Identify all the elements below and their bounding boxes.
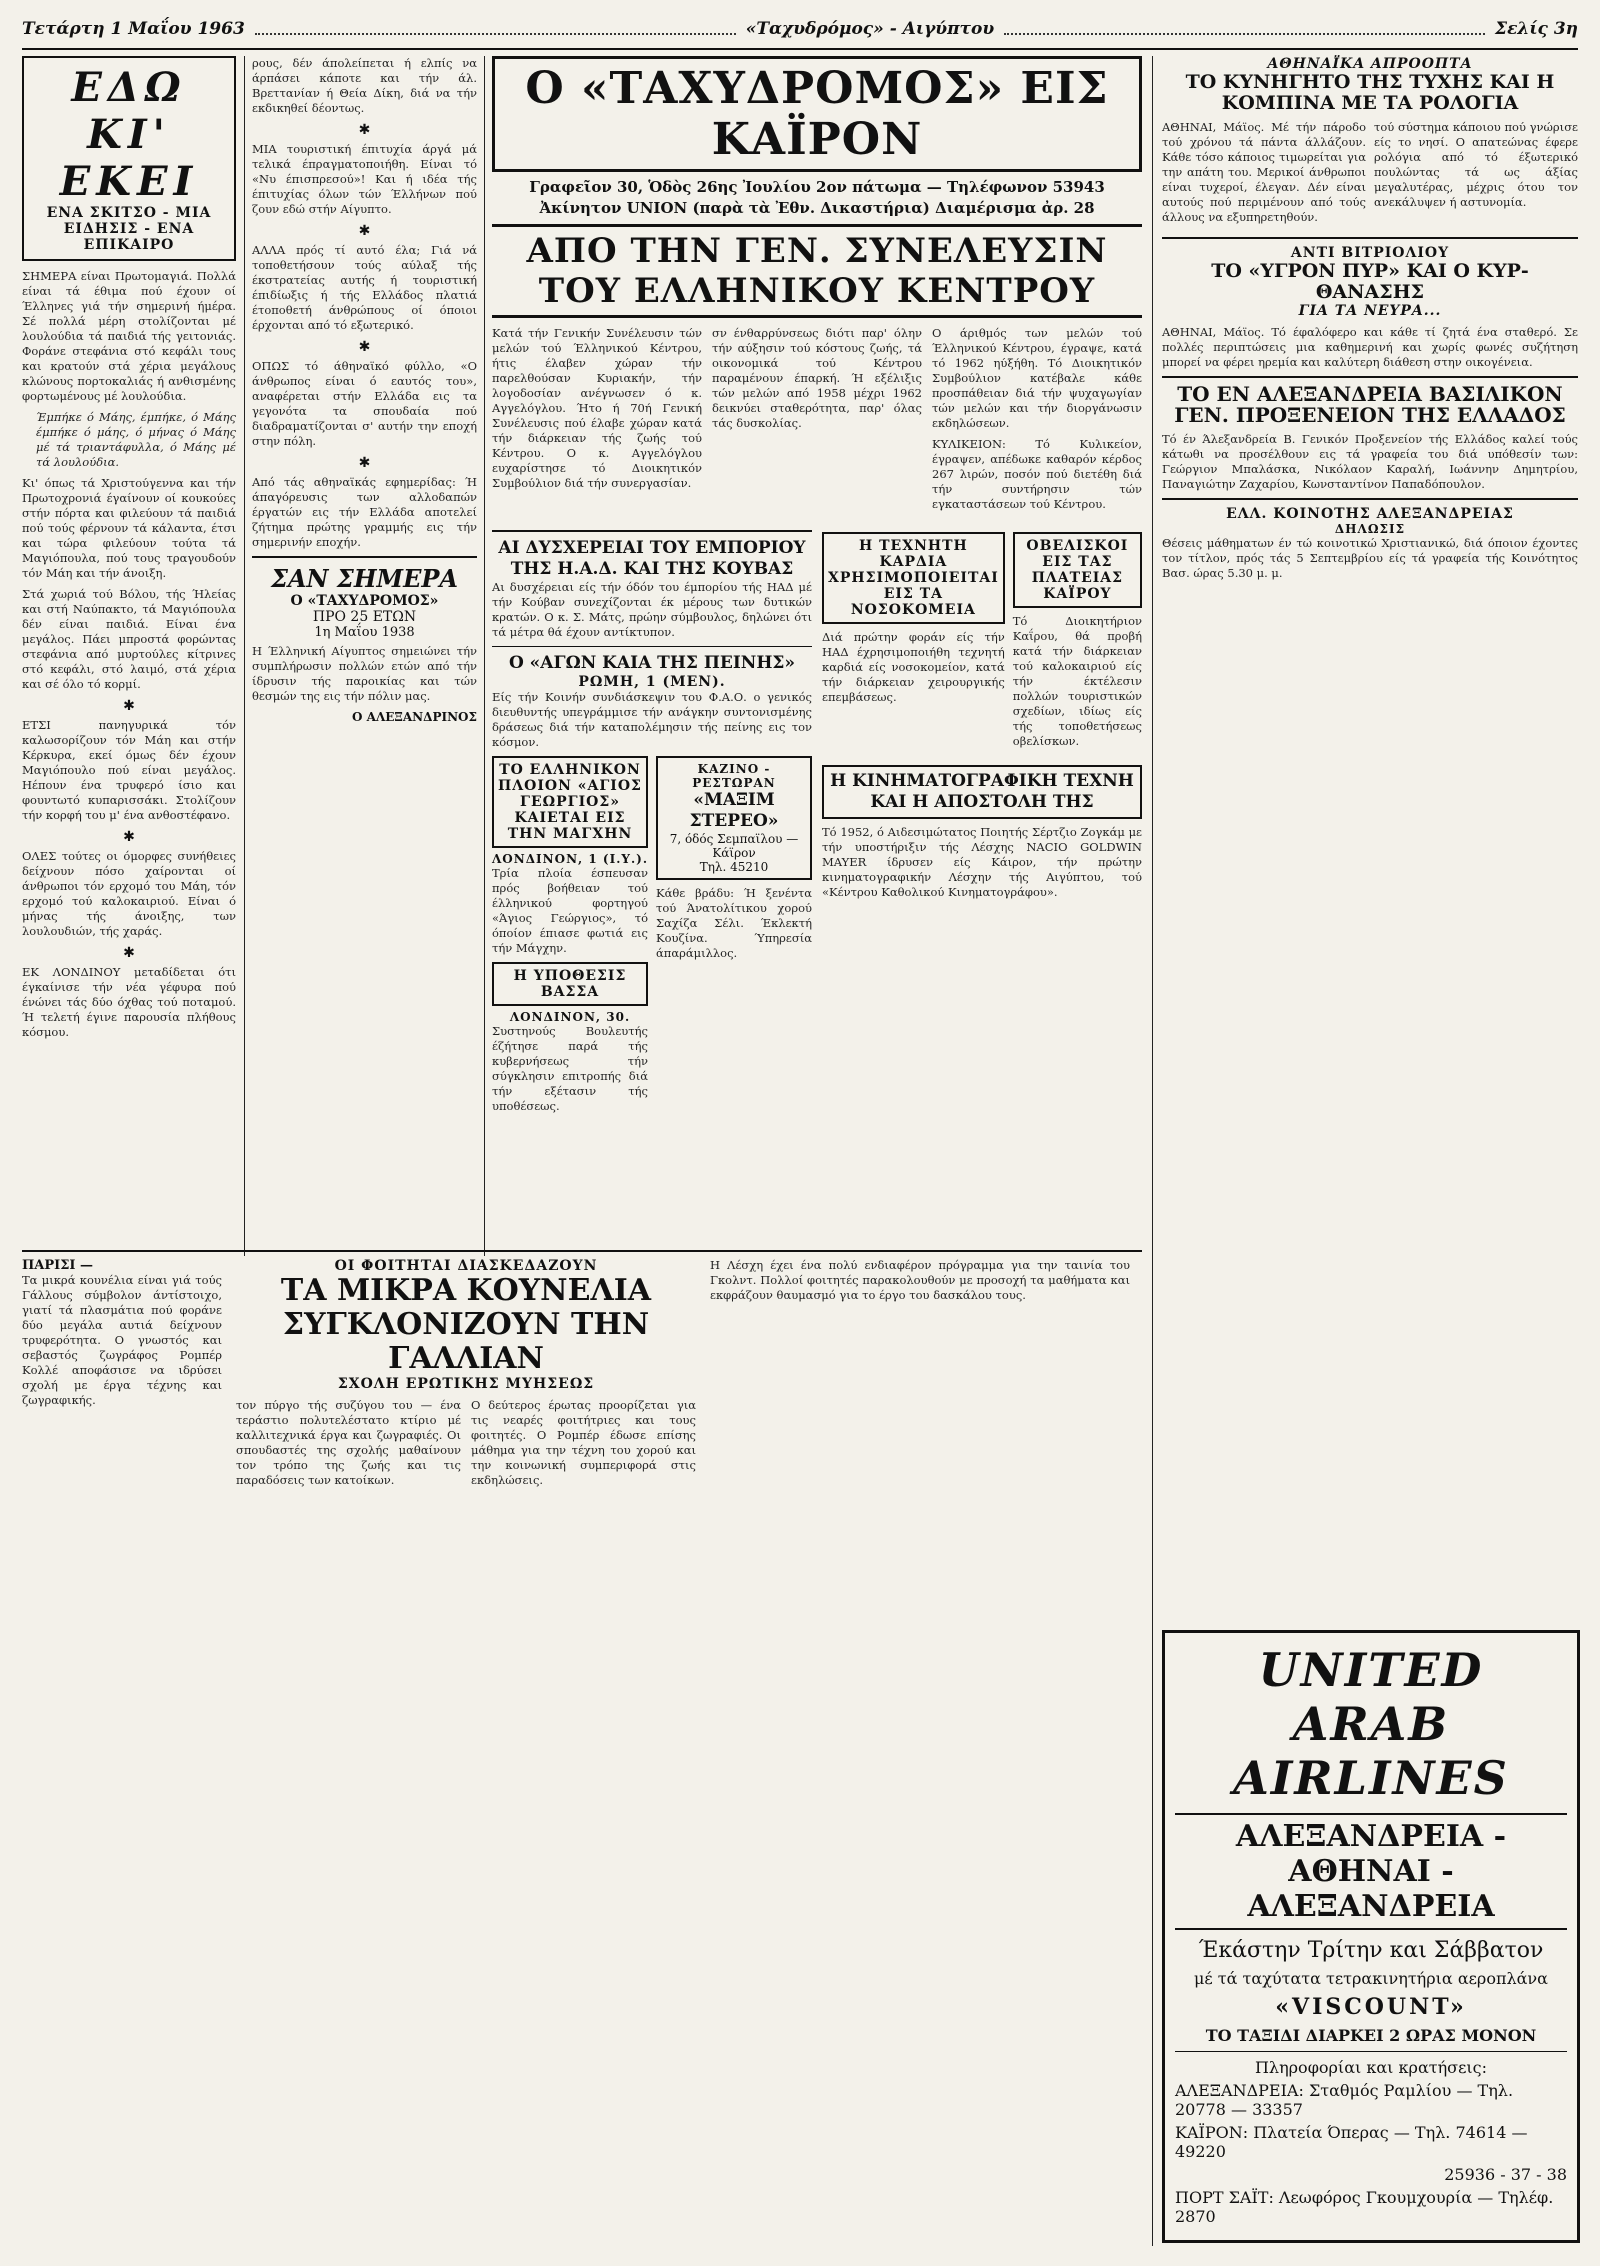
cinema-box: Η ΚΙΝΗΜΑΤΟΓΡΑΦΙΚΗ ΤΕΧΝΗ ΚΑΙ Η ΑΠΟΣΤΟΛΗ ΤΗΣ (822, 765, 1142, 819)
separator-star: ✱ (123, 698, 135, 714)
heart-box: Η ΤΕΧΝΗΤΗ ΚΑΡΔΙΑ ΧΡΗΣΙΜΟΠΟΙΕΙΤΑΙ ΕΙΣ ΤΑ ΝΟΣΟΚΟΜΕΙΑ (822, 532, 1005, 624)
bassa-box: Η ΥΠΟΘΕΣΙΣ ΒΑΣΣΑ (492, 962, 648, 1006)
col1-paragraph: Κι' όπως τά Χριστούγεννα και τήν Πρωτοχρονιά έγαίνουν οί κουκούες στήν πόρτα και φιλεύουν τά παιδιά πού τούς φέρνουν τά κάλαντα, έτσι και τώρα φιλεύουν τούτα τά Μαγιόπουλα, πού τους τραγουδούν τόν Μάη και τήν άνοιξη. (22, 476, 236, 580)
address-line-2: Ἀκίνητον UNION (παρὰ τὰ Ἐθν. Δικαστήρια) Διαμέρισμα ἀρ. 28 (539, 199, 1095, 217)
ad-brand: UNITED ARAB AIRLINES (1233, 1643, 1509, 1805)
vitriol-headline: ΤΟ «ΥΓΡΟΝ ΠΥΡ» ΚΑΙ Ο ΚΥΡ-ΘΑΝΑΣΗΣ (1211, 260, 1529, 303)
col1-poem: Έμπήκε ό Μάης, έμπήκε, ό Μάης έμπήκε ό μάης, ό μήνας ό Μάης μέ τά τριαντάφυλλα, ό Μάης μέ τά λουλούδια. (36, 410, 236, 469)
paper-name: «Ταχυδρόμος» - Αιγύπτου (745, 19, 995, 39)
col1-paragraph: ΣΗΜΕΡΑ είναι Πρωτομαγιά. Πολλά είναι τά έθιμα πού έχουν οί Έλληνες γιά τήν σημερινή ήμέρα. Σέ πολλά μέρη στολίζονται μέ λουλούδια τά παιδιά τής γειτονιάς. Φοράνε στεφάνια στό κεφάλι τους και κρατούν στά χέρια μεγάλους κλώνους πορτοκαλιάς ή ανθισμένης φορτωμένους μέ λουλούδια. (22, 269, 236, 403)
col2-paragraph: Από τάς αθηναϊκάς εφημερίδας: Ή άπαγόρευσις των αλλοδαπών έργατών εις τήν Ελλάδα αποτελεί ζήτημα πρώτης γραμμής εις τήν σημερινήν εποχήν. (252, 475, 477, 549)
col2-paragraph: ΟΠΩΣ τό άθηναϊκό φύλλο, «Ο άνθρωπος είναι ό εαυτός του», αναφέρεται στήν Ελλάδα εις τα γεγονότα τα σπουδαία πού διαδραματίζονται σ' αυτήν την εποχή στην πόλη. (252, 359, 477, 448)
ship-box: ΤΟ ΕΛΛΗΝΙΚΟΝ ΠΛΟΙΟΝ «ΑΓΙΟΣ ΓΕΩΡΓΙΟΣ» ΚΑΙΕΤΑΙ ΕΙΣ ΤΗΝ ΜΑΓΧΗΝ (492, 756, 648, 848)
trial-text: Είς τήν Κοινήν συνδιάσκεψιν του Φ.Α.Ο. ο γενικός διευθυντής υπεγράμμισε τήν ανάγκην συντονισμένης δράσεως διά τήν καταπολέμησιν τής πείνης εις τον κόσμον. (492, 690, 812, 749)
col2-paragraph: ρους, δέν άπολείπεται ή ελπίς να άρπάσει κάποτε και τήν άλ. Βρεττανίαν ή Θεία Δίκη, διά να τήν εκδικηθεί δέοντως. (252, 56, 477, 115)
col2-paragraph: ΑΛΛΑ πρός τί αυτό έλα; Γιά νά τοποθετήσουν τούς αύλαξ τής έκστρατείας αυτής ή τουριστική έπιδίωξις ή τής Ελλάδος πλατιά έτοποθετή άνθρώπους οί όποιοι έρχονται από τό εξωτερικό. (252, 243, 477, 332)
edo-kiekei-box (22, 56, 236, 261)
main-headline: ΑΠΟ ΤΗΝ ΓΕΝ. ΣΥΝΕΛΕΥΣΙΝ ΤΟΥ ΕΛΛΗΝΙΚΟΥ ΚΕΝΤΡΟΥ (492, 224, 1142, 318)
anniversary-box: ΣΑΝ ΣΗΜΕΡΑ Ο «ΤΑΧΥΔΡΟΜΟΣ» ΠΡΟ 25 ΕΤΩΝ 1η Μαΐου 1938 (252, 564, 477, 640)
col2-paragraph: ΜΙΑ τουριστική έπιτυχία άργά μά τελικά έπραγματοποιήθη. Είναι τό «Νυ έπισπρεσού»! Και ή ιδέα τής έπιτυχίας όλων τών Έλλήνων πού ζουν εδώ στήν Αίγυπτο. (252, 142, 477, 216)
col1-paragraph: ΟΛΕΣ τούτες οι όμορφες συνήθειες δείχνουν πόσο χαίρονται οί άνθρωποι τόν ερχομό του Μάη, τόν ερχομό τού καλοκαιριού. Είναι ό μήνας τής άνοιξης, των λουλουδιών, τής χαράς. (22, 849, 236, 938)
separator-star: ✱ (123, 829, 135, 845)
right-column: ΑΘΗΝΑΪΚΑ ΑΠΡΟΟΠΤΑ ΤΟ ΚΥΝΗΓΗΤΟ ΤΗΣ ΤΥΧΗΣ ΚΑΙ Η ΚΟΜΠΙΝΑ ΜΕ ΤΑ ΡΟΛΟΓΙΑ ΑΘΗΝΑΙ, Μάϊος. Μέ τήν πάροδο τού χρόνου τά πάντα άλλάζουν. Κάθε τόσο κάποιος τιμωρείται για την απάτη του. Μερικοί άνθρωποι είναι τυχεροί, έλεγαν. Δέν είναι αυτούς πού περιμένουν από τούς άλλους να εξυπηρετηθούν. τού σύστημα κάποιου πού γνώρισε είς το νησί. Ο απατεώνας έφερε ρολόγια από τό έξωτερικό πουλώντας τά ως άξίας μεγαλυτέρας, μέχρις ότου τον ανεκάλυψεν ή αστυνομία. ΑΝΤΙ ΒΙΤΡΙΟΛΙΟΥ ΤΟ «ΥΓΡΟΝ ΠΥΡ» ΚΑΙ Ο ΚΥΡ-ΘΑΝΑΣΗΣ ΓΙΑ ΤΑ ΝΕΥΡΑ... ΑΘΗΝΑΙ, Μάϊος. Τό έφαλόφερο και κάθε τί ζητά ένα σταθερό. Σε πολλές περιπτώσεις μια καθημερινή και χωρίς φωνές συζήτηση μπορεί να φέρει ηρεμία και καλύτερη διάθεση στην οικογένεια. ΤΟ ΕΝ ΑΛΕΞΑΝΔΡΕΙΑ ΒΑΣΙΛΙΚΟΝ ΓΕΝ. ΠΡΟΞΕΝΕΙΟΝ ΤΗΣ ΕΛΛΑΔΟΣ Τό έν Άλεξανδρεία Β. Γενικόν Προξενείον τής Ελλάδος καλεί τούς κάτωθι να προσέλθουν εις τά γραφεία του διά υπόθεσίν των: Γεώργιον Μπαλάσκα, Νικόλαον Καραλή, Ιωάννην Δημητρίου, Παναγιώτην Ζαχαρίου, Κωνσταντίνον Παπαδόπουλον. ΕΛΛ. ΚΟΙΝΟΤΗΣ ΑΛΕΞΑΝΔΡΕΙΑΣ ΔΗΛΩΣΙΣ Θέσεις μάθηματων έν τώ κοινοτικώ Χριστιανικώ, διά όποιον έχοντες τον τίτλον, πρός τάς 5 Σεπτεμβρίου είς τά γραφεία τής Κοινότητος Βασ. ώρας 5.30 μ. μ. (1162, 56, 1578, 580)
airline-ad[interactable]: UNITED ARAB AIRLINES ΑΛΕΞΑΝΔΡΕΙΑ - ΑΘΗΝΑΙ - ΑΛΕΞΑΝΔΡΕΙΑ Έκάστην Τρίτην και Σάββατον μέ τά ταχύτατα τετρακινητήρια αεροπλάνα «VISCOUNT» ΤΟ ΤΑΞΙΔΙ ΔΙΑΡΚΕΙ 2 ΩΡΑΣ ΜΟΝΟΝ Πληροφορίαι και κρατήσεις: ΑΛΕΞΑΝΔΡΕΙΑ: Σταθμός Ραμλίου — Τηλ. 20778 — 33357 ΚΑΪΡΟΝ: Πλατεία Όπερας — Τηλ. 74614 — 49220 25936 - 37 - 38 ΠΟΡΤ ΣΑΪΤ: Λεωφόρος Γκουμχουρία — Τηλέφ. 2870 (1162, 1630, 1580, 2243)
main-col: σν ένθαρρύνσεως διότι παρ' όλην τήν αύξησιν τού κόστους ζωής, τά οικονομικά τού Κέντρου παραμένουν έπαρκή. Ή εξέλιξις τών μελών από 1958 μέχρι 1962 δεικνύει σταθερότητα, παρ' όλας τάς δυσκολίας. (712, 326, 922, 430)
ad-route: ΑΛΕΞΑΝΔΡΕΙΑ - ΑΘΗΝΑΙ - ΑΛΕΞΑΝΔΡΕΙΑ (1175, 1813, 1567, 1930)
col1-paragraph: ΕΚ ΛΟΝΔΙΝΟΥ μεταδίδεται ότι έγκαίνισε τήν νέα γέφυρα πού ένώνει τάς δύο όχθας τού ποταμού. Ή τελετή έγινε παρουσία πλήθους κόσμου. (22, 965, 236, 1039)
anniversary-text: Η Έλληνική Αίγυπτος σημειώνει τήν συμπλήρωσιν πολλών ετών από τήν ίδρυσιν τής παροικίας και τών θεσμών της εις τήν πόλιν μας. (252, 644, 477, 703)
address-line-1: Γραφεῖον 30, Ὁδὸς 26ης Ἰουλίου 2ον πάτωμα — Τηλέφωνον 53943 (529, 178, 1105, 196)
trial-headline: Ο «ΑΓΩΝ ΚΑΙΑ ΤΗΣ ΠΕΙΝΗΣ» (508, 653, 796, 673)
anniversary-title: ΣΑΝ ΣΗΜΕΡΑ (270, 564, 459, 593)
newspaper-page (22, 10, 1578, 2250)
page-number: Σελίς 3η (1495, 19, 1579, 39)
edo-kiekei-title: ΕΔΩ ΚΙ' ΕΚΕΙ (59, 64, 199, 205)
main-article (492, 326, 1142, 518)
page-header (22, 10, 1578, 50)
consulate-headline: ΤΟ ΕΝ ΑΛΕΞΑΝΔΡΕΙΑ ΒΑΣΙΛΙΚΟΝ ΓΕΝ. ΠΡΟΞΕΝΕΙΟΝ ΤΗΣ ΕΛΛΑΔΟΣ (1174, 382, 1566, 427)
separator-star: ✱ (123, 945, 135, 961)
main-col: ΚΥΛΙΚΕΙΟΝ: Τό Κυλικείον, έγραψεν, απέδωκε καθαρόν κέρδος 267 λιρών, ποσόν πού διετέθη διά τήν συντήρησιν τών εγκαταστάσεων τού Κέντρου. (932, 437, 1142, 511)
edo-kiekei-subtitle: ΕΝΑ ΣΚΙΤΣΟ - ΜΙΑ ΕΙΔΗΣΙΣ - ΕΝΑ ΕΠΙΚΑΙΡΟ (46, 205, 212, 253)
right-headline: ΤΟ ΚΥΝΗΓΗΤΟ ΤΗΣ ΤΥΧΗΣ ΚΑΙ Η ΚΟΜΠΙΝΑ ΜΕ ΤΑ ΡΟΛΟΓΙΑ (1185, 71, 1555, 114)
main-col: Ο άριθμός των μελών τού Έλληνικού Κέντρου, έγραψε, κατά τό 1962 ηύξήθη. Τό Διοικητικόν Συμβούλιον κατέβαλε κάθε προσπάθειαν διά τήν ψυχαγωγίαν τών μελών και τήν διοργάνωσιν εκδηλώσεων. (932, 326, 1142, 430)
obelisks-box: ΟΒΕΛΙΣΚΟΙ ΕΙΣ ΤΑΣ ΠΛΑΤΕΙΑΣ ΚΑΪΡΟΥ (1013, 532, 1142, 608)
paris-article: ΠΑΡΙΣΙ — Τα μικρά κουνέλια είναι γιά τούς Γάλλους σύμβολον άντίστοιχο, γιατί τά πλασμάτια πού φοράνε δύο μεγάλα αυτιά δείχνουν τρυφερότητα. Ο γνωστός και σεβαστός ζωγράφος Ρομπέρ Κολλέ αποφάσισε να ιδρύσει σχολή με έργα τέχνης και ζωγραφικής. ΟΙ ΦΟΙΤΗΤΑΙ ΔΙΑΣΚΕΔΑΖΟΥΝ ΤΑ ΜΙΚΡΑ ΚΟΥΝΕΛΙΑ ΣΥΓΚΛΟΝΙΖΟΥΝ ΤΗΝ ΓΑΛΛΙΑΝ ΣΧΟΛΗ ΕΡΩΤΙΚΗΣ ΜΥΗΣΕΩΣ τον πύργο τής συζύγου του — ένα τεράστιο πολυτελέστατο κτίριο μέ καλλιτεχνικά έργα και ζωγραφιές. Οι σπουδαστές της σχολής μαθαίνουν τον τρόπο της ζωής και τις παραδόσεις των κατοίκων. Ο δεύτερος έρωτας προορίζεται για τις νεαρές φοιτήτριες και τους φοιτητές. Ο Ρομπέρ έδωσε επίσης μάθημα για την τέχνη του χορού και την κοινωνική συμπεριφορά στις εκδηλώσεις. Η Λέσχη έχει ένα πολύ ενδιαφέρον πρόγραμμα για την ταινία του Γκολντ. Πολλοί φοιτητές παρακολουθούν με προσοχή τα μαθήματα και εκφράζουν θαυμασμό για το έργο του δασκάλου τους. (22, 1250, 1142, 1494)
column-1 (22, 56, 236, 1046)
banner-title: Ο «ΤΑΧΥΔΡΟΜΟΣ» ΕΙΣ ΚΑΪΡΟΝ (492, 56, 1142, 172)
col1-paragraph: Στά χωριά τού Βόλου, τής Ήλείας και στή Ναύπακτο, τά Μαγιόπουλα δέν είναι παιδιά. Είναι ένα μεγάλος. Πάει μπροστά φορώντας στεφάνια από μυρτούλες κίτρινες στό κεφάλι, στό λαιμό, στά χέρια και σέ όλο τό κορμί. (22, 587, 236, 691)
paris-headline: ΤΑ ΜΙΚΡΑ ΚΟΥΝΕΛΙΑ ΣΥΓΚΛΟΝΙΖΟΥΝ ΤΗΝ ΓΑΛΛΙΑΝ (280, 1273, 652, 1376)
usa-headline: ΑΙ ΔΥΣΧΕΡΕΙΑΙ ΤΟΥ ΕΜΠΟΡΙΟΥ ΤΗΣ Η.Α.Δ. ΚΑΙ ΤΗΣ ΚΟΥΒΑΣ (498, 538, 806, 579)
col1-paragraph: ΕΤΣΙ πανηγυρικά τόν καλωσορίζουν τόν Μάη και στήν Κέρκυρα, εκεί όμως δέν έχουν Μαγιόπουλο πού είναι μεγάλος. Ηέπουν ένα τρυφερό ίσιο και φουντωτό κυπαρισσάκι. Στολίζουν τήν κορφή του μ' ένα ανθοστέφανο. (22, 718, 236, 822)
issue-date: Τετάρτη 1 Μαΐου 1963 (22, 19, 245, 39)
casino-box: ΚΑΖΙΝΟ - ΡΕΣΤΩΡΑΝ «ΜΑΞΙΜ ΣΤΕΡΕΟ» 7, όδός Σεμπαϊλου — Κάϊρον Τηλ. 45210 (656, 756, 812, 880)
column-2: ρους, δέν άπολείπεται ή ελπίς να άρπάσει κάποτε και τήν άλ. Βρεττανίαν ή Θεία Δίκη, διά να τήν εκδικηθεί δέοντως. ✱ ΜΙΑ τουριστική έπιτυχία άργά μά τελικά έπραγματοποιήθη. Είναι τό «Νυ έπισπρεσού»! Και ή ιδέα τής έπιτυχίας όλων τών Έλλήνων πού ζουν εδώ στήν Αίγυπτο. ✱ ΑΛΛΑ πρός τί αυτό έλα; Γιά νά τοποθετήσουν τούς αύλαξ τής έκστρατείας αυτής ή τουριστική έπιδίωξις ή τής Ελλάδος πλατιά έτοποθετή άνθρώπους οί όποιοι έρχονται από τό εξωτερικό. ✱ ΟΠΩΣ τό άθηναϊκό φύλλο, «Ο άνθρωπος είναι ό εαυτός του», αναφέρεται στήν Ελλάδα εις τα γεγονότα τα σπουδαία πού διαδραματίζονται σ' αυτήν την εποχή στην πόλη. ✱ Από τάς αθηναϊκάς εφημερίδας: Ή άπαγόρευσις των αλλοδαπών έργατών εις τήν Ελλάδα αποτελεί ζήτημα πρώτης γραμμής εις τήν σημερινήν εποχήν. ΣΑΝ ΣΗΜΕΡΑ Ο «ΤΑΧΥΔΡΟΜΟΣ» ΠΡΟ 25 ΕΤΩΝ 1η Μαΐου 1938 Η Έλληνική Αίγυπτος σημειώνει τήν συμπλήρωσιν πολλών ετών από τήν ίδρυσιν τής παροικίας και τών θεσμών της εις τήν πόλιν μας. Ο ΑΛΕΞΑΝΔΡΙΝΟΣ (252, 56, 477, 724)
usa-text: Αι δυσχέρειαι είς τήν όδόν του έμπορίου τής ΗΑΔ μέ τήν Κούβαν συνεχίζονται έκ μέρους των δυτικών κρατών. Ο κ. Σ. Μάτς, πρώην σύμβουλος, δηλώνει ότι τά μέτρα θά έχουν αντίκτυπον. (492, 580, 812, 639)
main-col: Κατά τήν Γενικήν Συνέλευσιν τών μελών τού Έλληνικού Κέντρου, ήτις έλαβεν χώραν τήν παρελθούσαν Κυριακήν, τήν λογοδοσίαν ανέγνωσεν ό κ. Αγγελόγλου. Ήτο ή 70ή Γενική Συνέλευσις πού έλαβε χώραν κατά τήν διάρκειαν τής ζωής τού Κέντρου. Ο κ. Αγγελόγλου ευχαρίστησε τό Διοικητικόν Συμβούλιον διά τήν συνεργασίαν. (492, 326, 702, 490)
center-block: Ο «ΤΑΧΥΔΡΟΜΟΣ» ΕΙΣ ΚΑΪΡΟΝ Γραφεῖον 30, Ὁδὸς 26ης Ἰουλίου 2ον πάτωμα — Τηλέφωνον 53943 Ἀκίνητον UNION (παρὰ τὰ Ἐθν. Δικαστήρια) Διαμέρισμα ἀρ. 28 ΑΠΟ ΤΗΝ ΓΕΝ. ΣΥΝΕΛΕΥΣΙΝ ΤΟΥ ΕΛΛΗΝΙΚΟΥ ΚΕΝΤΡΟΥ Κατά τήν Γενικήν Συνέλευσιν τών μελών τού Έλληνικού Κέντρου, ήτις έλαβεν χώραν τήν παρελθούσαν Κυριακήν, τήν λογοδοσίαν ανέγνωσεν ό κ. Αγγελόγλου. Ήτο ή 70ή Γενική Συνέλευσις πού έλαβε χώραν κατά τήν διάρκειαν τής ζωής τού Κέντρου. Ο κ. Αγγελόγλου ευχαρίστησε τό Διοικητικόν Συμβούλιον διά τήν συνεργασίαν. σν ένθαρρύνσεως διότι παρ' όλην τήν αύξησιν τού κόστους ζωής, τά οικονομικά τού Κέντρου παραμένουν έπαρκή. Ή εξέλιξις τών μελών από 1958 μέχρι 1962 δεικνύει σταθερότητα, παρ' όλας τάς δυσκολίας. Ο άριθμός των μελών τού Έλληνικού Κέντρου, έγραψε, κατά τό 1962 ηύξήθη. Τό Διοικητικόν Συμβούλιον κατέβαλε κάθε προσπάθειαν διά τήν ψυχαγωγίαν τών μελών και τήν διοργάνωσιν εκδηλώσεων. ΚΥΛΙΚΕΙΟΝ: Τό Κυλικείον, έγραψεν, απέδωκε καθαρόν κέρδος 267 λιρών, ποσόν πού διετέθη διά τήν συντήρησιν τών εγκαταστάσεων τού Κέντρου. ΑΙ ΔΥΣΧΕΡΕΙΑΙ ΤΟΥ ΕΜΠΟΡΙΟΥ ΤΗΣ Η.Α.Δ. ΚΑΙ ΤΗΣ ΚΟΥΒΑΣ Αι δυσχέρειαι είς τήν όδόν του έμπορίου τής ΗΑΔ μέ τήν Κούβαν συνεχίζονται έκ μέρους των δυτικών κρατών. Ο κ. Σ. Μάτς, πρώην σύμβουλος, δηλώνει ότι τά μέτρα θά έχουν αντίκτυπον. Ο «ΑΓΩΝ ΚΑΙΑ ΤΗΣ ΠΕΙΝΗΣ» ΡΩΜΗ, 1 (ΜΕΝ). Είς τήν Κοινήν συνδιάσκεψιν του Φ.Α.Ο. ο γενικός διευθυντής υπεγράμμισε τήν ανάγκην συντονισμένης δράσεως διά τήν καταπολέμησιν τής πείνης εις τον κόσμον. ΤΟ ΕΛΛΗΝΙΚΟΝ ΠΛΟΙΟΝ «ΑΓΙΟΣ ΓΕΩΡΓΙΟΣ» ΚΑΙΕΤΑΙ ΕΙΣ ΤΗΝ ΜΑΓΧΗΝ ΛΟΝΔΙΝΟΝ, 1 (Ι.Υ.). Τρία πλοία έσπευσαν πρός βοήθειαν τού έλληνικού φορτηγού «Άγιος Γεώργιος», τό όποίον έπιασε φωτιά εις τήν Μάγχην. Η ΥΠΟΘΕΣΙΣ ΒΑΣΣΑ ΛΟΝΔΙΝΟΝ, 30. Συστηνούς Βουλευτής έζήτησε παρά τής κυβερνήσεως τήν σύγκλησιν επιτροπής διά τήν εξέτασιν τής υποθέσεως. ΚΑΖΙΝΟ - ΡΕΣΤΩΡΑΝ «ΜΑΞΙΜ ΣΤΕΡΕΟ» 7, όδός Σεμπαϊλου — Κάϊρον Τηλ. 45210 Κάθε βράδυ: Ή ξενέντα τού Άνατολίτικου χορού Σαχίζα Σέλι. Έκλεκτή Κουζίνα. Ύπηρεσία άπαράμιλλος. Η ΤΕΧΝΗΤΗ ΚΑΡΔΙΑ ΧΡΗΣΙΜΟΠΟΙΕΙΤΑΙ ΕΙΣ ΤΑ ΝΟΣΟΚΟΜΕΙΑ Διά πρώτην φοράν είς τήν ΗΑΔ έχρησιμοποιήθη τεχνητή καρδιά είς νοσοκομείον, κατά τήν διάρκειαν χειρουργικής επεμβάσεως. ΟΒΕΛΙΣΚΟΙ ΕΙΣ ΤΑΣ ΠΛΑΤΕΙΑΣ ΚΑΪΡΟΥ Τό Διοικητήριον Καΐρου, θά προβή κατά τήν διάρκειαν τού καλοκαιριού είς τήν έκτέλεσιν πολλών τουριστικών σχεδίων, ιδίως είς τής τοποθετήσεως οβελίσκων. Η ΚΙΝΗΜΑΤΟΓΡΑΦΙΚΗ ΤΕΧΝΗ ΚΑΙ Η ΑΠΟΣΤΟΛΗ ΤΗΣ Τό 1952, ό Αιδεσιμώτατος Ποιητής Σέρτζιο Ζογκάμ με τήν υποστήριξιν τής Λέσχης NACIO GOLDWIN MAYER ίδρυσεν είς Κάιρον, τήν πρώτην κινηματογραφικήν Λέσχην τής Αιγύπτου, τού «Κέντρου Καθολικού Κινηματογράφου». (492, 56, 1142, 1120)
signature: Ο ΑΛΕΞΑΝΔΡΙΝΟΣ (352, 710, 477, 724)
